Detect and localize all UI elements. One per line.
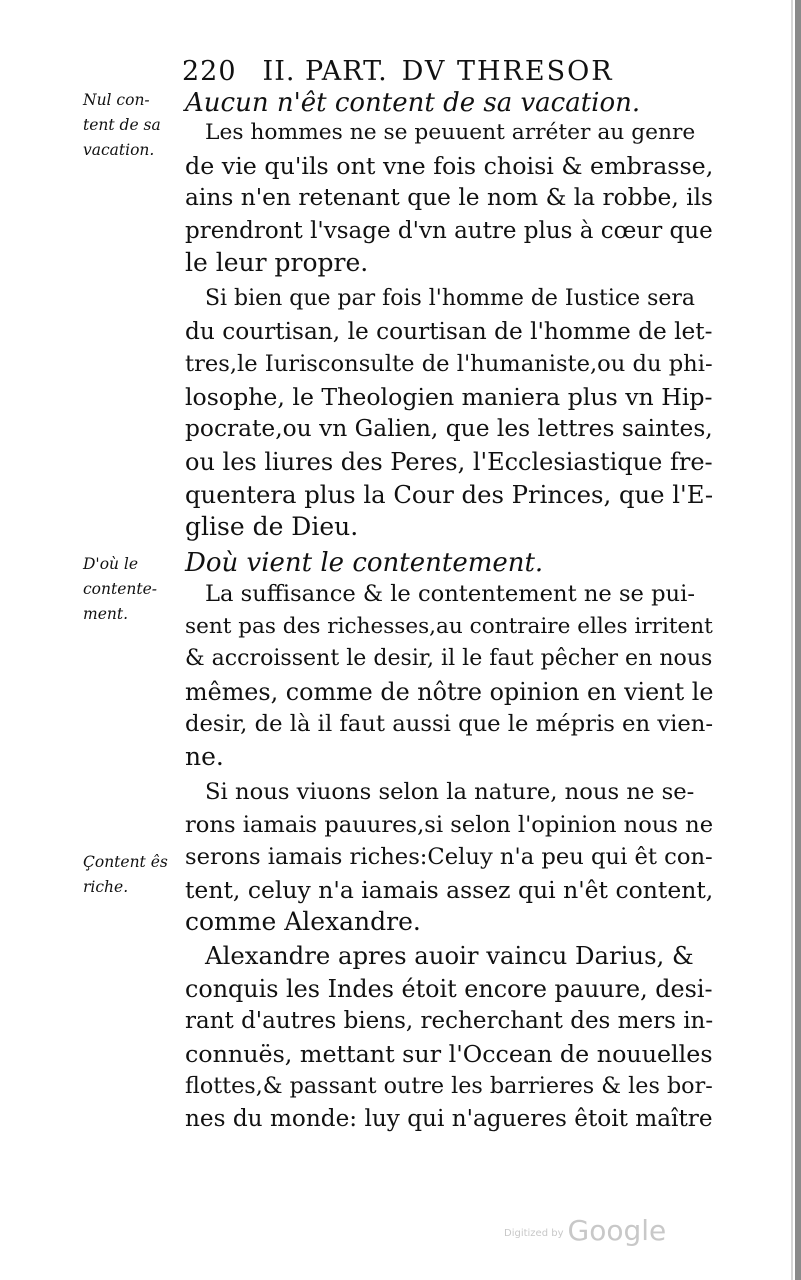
text-line: glise de Dieu. [185,512,359,542]
text-line: losophe, le Theologien maniera plus vn Hip- [185,382,713,411]
text-line: nes du monde: luy qui n'agueres êtoit maître [185,1105,713,1132]
text-line: tent, celuy n'a iamais assez qui n'êt content, [185,875,714,904]
text-line: connuës, mettant sur l'Occean de nouuelles [185,1039,713,1068]
part-label: II. PART. [262,56,388,87]
margin-note-riche [83,850,173,900]
google-logo: Google [567,1214,667,1247]
margin-note-line: tent de sa [83,116,161,134]
text-line: ou les liures des Peres, l'Ecclesiastique fre- [185,447,713,476]
text-line: desir, de là il faut aussi que le mépris en vien- [185,711,714,738]
page-edge [795,0,801,1280]
text-line: & accroissent le desir, il le faut pêcher en nous [185,646,713,672]
margin-note-line: D'où le [83,555,139,573]
text-line: Les hommes ne se peuuent arréter au genre [205,120,696,145]
paragraph [185,117,713,280]
watermark-caption: Digitized by [504,1228,564,1239]
text-line: du courtisan, le courtisan de l'homme de let- [185,317,713,345]
text-line: Si nous viuons selon la nature, nous ne se- [205,779,695,805]
margin-note-line: contente- [83,580,158,598]
page-number: 220 [182,56,237,87]
text-line: La suffisance & le contentement ne se pui- [205,581,695,607]
text-line: quentera plus la Cour des Princes, que l'E- [185,479,714,509]
section-heading: Doù vient le contentement. [185,548,544,578]
text-line: rant d'autres biens, recherchant des mers in- [185,1008,714,1035]
running-header [182,56,652,87]
text-line: conquis les Indes étoit encore pauure, desi- [185,974,713,1003]
header-title: DV THRESOR [401,56,614,87]
section-heading: Aucun n'êt content de sa vacation. [185,88,641,118]
margin-note-line: Nul con- [83,91,150,109]
margin-note-line: ment. [83,605,129,623]
text-line: sent pas des richesses,au contraire elles irritent [185,613,713,639]
text-line: de vie qu'ils ont vne fois choisi & embrasse, [185,151,714,180]
margin-note-line: vacation. [83,141,155,159]
text-line: serons iamais riches:Celuy n'a peu qui êt con- [185,844,713,871]
text-line: ne. [185,741,224,771]
text-line: prendront l'vsage d'vn autre plus à cœur que [185,217,713,244]
text-line: flottes,& passant outre les barrieres & les bor- [185,1073,713,1100]
digitized-watermark [504,1214,666,1247]
margin-note-line: riche. [83,878,129,896]
paragraph [185,776,713,939]
text-line: comme Alexandre. [185,907,421,937]
margin-note-vacation [83,88,173,163]
text-line: le leur propre. [185,248,369,278]
paragraph [185,283,713,544]
margin-note-contentement [83,552,173,627]
margin-note-line: Çontent ês [83,853,168,871]
text-line: Si bien que par fois l'homme de Iustice sera [205,286,696,311]
text-line: rons iamais pauures,si selon l'opinion nous ne [185,811,714,838]
page-edge-shadow [791,0,793,1280]
paragraph [185,940,713,1136]
text-line: ains n'en retenant que le nom & la robbe, ils [185,184,714,212]
paragraph [185,578,713,774]
text-line: pocrate,ou vn Galien, que les lettres saintes, [185,415,713,443]
text-line: tres,le Iurisconsulte de l'humaniste,ou du phi- [185,351,713,378]
text-line: mêmes, comme de nôtre opinion en vient le [185,677,714,706]
text-line: Alexandre apres auoir vaincu Darius, & [205,941,694,970]
